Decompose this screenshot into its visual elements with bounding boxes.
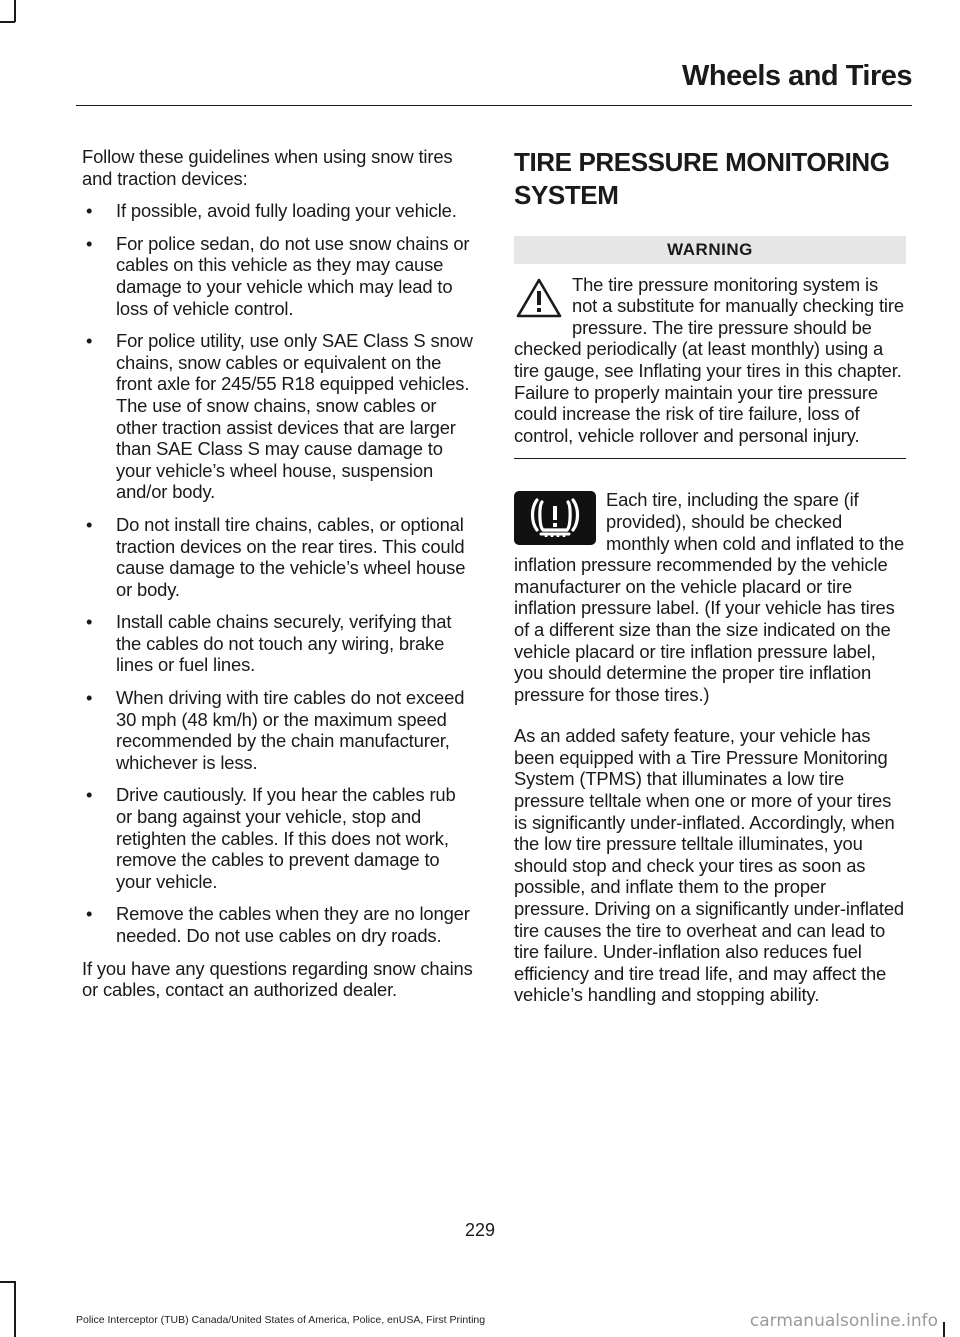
crop-mark-bottom-left-h	[0, 1281, 15, 1283]
warning-text: The tire pressure monitoring system is not a substitute for manually checking tire pressure. The tire pressure should be checked periodically (at least monthly) using a tire gauge, see Inflating your tires in this chapter. Failure to properly maintain your tire pressure could increase the risk of tire failure, loss of control, vehicle rollover and personal injury.	[514, 273, 904, 446]
list-item-text: Remove the cables when they are no longer needed. Do not use cables on dry roads.	[116, 903, 470, 946]
tire-pressure-warning-icon	[514, 491, 596, 545]
crop-mark-bottom-right-v	[943, 1322, 945, 1337]
list-item	[82, 611, 474, 676]
tpms-paragraph-2: As an added safety feature, your vehicle has been equipped with a Tire Pressure Monitoring System (TPMS) that illuminates a low tire pressure telltale when one or more of your tires is significantly under-inflated. Accordingly, when the low tire pressure telltale illuminates, you should stop and check your tires as soon as possible, and inflate them to the proper pressure. Driving on a significantly under-inflated tire causes the tire to overheat and can lead to tire failure. Under-inflation also reduces fuel efficiency and tire tread life, and may affect the vehicle’s handling and stopping ability.	[514, 725, 904, 1006]
warning-rule	[514, 458, 906, 459]
warning-heading: WARNING	[514, 236, 906, 264]
list-item-text: For police utility, use only SAE Class S snow chains, snow cables or equivalent on the front axle for 245/55 R18 equipped vehicles. The use of snow chains, snow cables or other traction assist devices that are larger than SAE Class S may cause damage to your vehicle’s wheel house, suspension and/or body.	[116, 330, 473, 503]
crop-mark-top-left-h	[0, 21, 15, 23]
list-item-text: Drive cautiously. If you hear the cables rub or bang against your vehicle, stop and retighten the cables. If this does not work, remove the cables to prevent damage to your vehicle.	[116, 784, 456, 892]
guidelines-list	[82, 200, 474, 946]
bullet-glyph: •	[86, 232, 93, 254]
list-item	[82, 200, 474, 222]
watermark: carmanualsonline.info	[749, 1311, 938, 1331]
right-column	[514, 146, 906, 1017]
list-item	[82, 784, 474, 892]
bullet-glyph: •	[86, 611, 93, 633]
bullet-glyph: •	[86, 687, 93, 709]
bullet-glyph: •	[86, 903, 93, 925]
bullet-glyph: •	[86, 200, 93, 222]
page-number: 229	[464, 1220, 496, 1240]
warning-box	[514, 274, 906, 447]
closing-paragraph: If you have any questions regarding snow chains or cables, contact an authorized dealer.	[82, 957, 473, 1001]
list-item	[82, 514, 474, 600]
crop-mark-bottom-left-v	[14, 1281, 16, 1337]
list-item	[82, 903, 474, 946]
crop-mark-top-left-v	[14, 0, 16, 22]
intro-paragraph: Follow these guidelines when using snow tires and traction devices:	[82, 146, 453, 189]
tpms-paragraph-1-text: Each tire, including the spare (if provided), should be checked monthly when cold and inflated to the inflation pressure recommended by the vehicle manufacturer on the vehicle placard or tire inflation pressure label. (If your vehicle has tires of a different size than the size indicated on the vehicle placard or tire inflation pressure label, you should determine the proper tire inflation pressure for those tires.)	[514, 489, 905, 705]
list-item-text: If possible, avoid fully loading your vehicle.	[116, 200, 457, 222]
bullet-glyph: •	[86, 330, 93, 352]
left-column	[82, 146, 474, 1012]
bullet-glyph: •	[86, 784, 93, 806]
page-header-title: Wheels and Tires	[682, 60, 912, 92]
list-item-text: For police sedan, do not use snow chains or cables on this vehicle as they may cause damage to your vehicle which may lead to loss of vehicle control.	[116, 232, 470, 319]
list-item	[82, 233, 474, 319]
warning-triangle-icon	[516, 278, 562, 318]
list-item-text: When driving with tire cables do not exceed 30 mph (48 km/h) or the maximum speed recommended by the chain manufacturer, whichever is less.	[116, 687, 465, 773]
tpms-paragraph-1	[514, 489, 906, 705]
footer-text: Police Interceptor (TUB) Canada/United States of America, Police, enUSA, First Printing	[76, 1314, 486, 1326]
header-rule	[76, 105, 912, 106]
list-item	[82, 687, 474, 773]
section-title: TIRE PRESSURE MONITORING SYSTEM	[514, 147, 890, 210]
bullet-glyph: •	[86, 513, 93, 535]
list-item-text: Install cable chains securely, verifying that the cables do not touch any wiring, brake lines or fuel lines.	[116, 611, 452, 676]
list-item-text: Do not install tire chains, cables, or optional traction devices on the rear tires. This could cause damage to the vehicle’s wheel house or body.	[116, 513, 466, 600]
list-item	[82, 330, 474, 503]
